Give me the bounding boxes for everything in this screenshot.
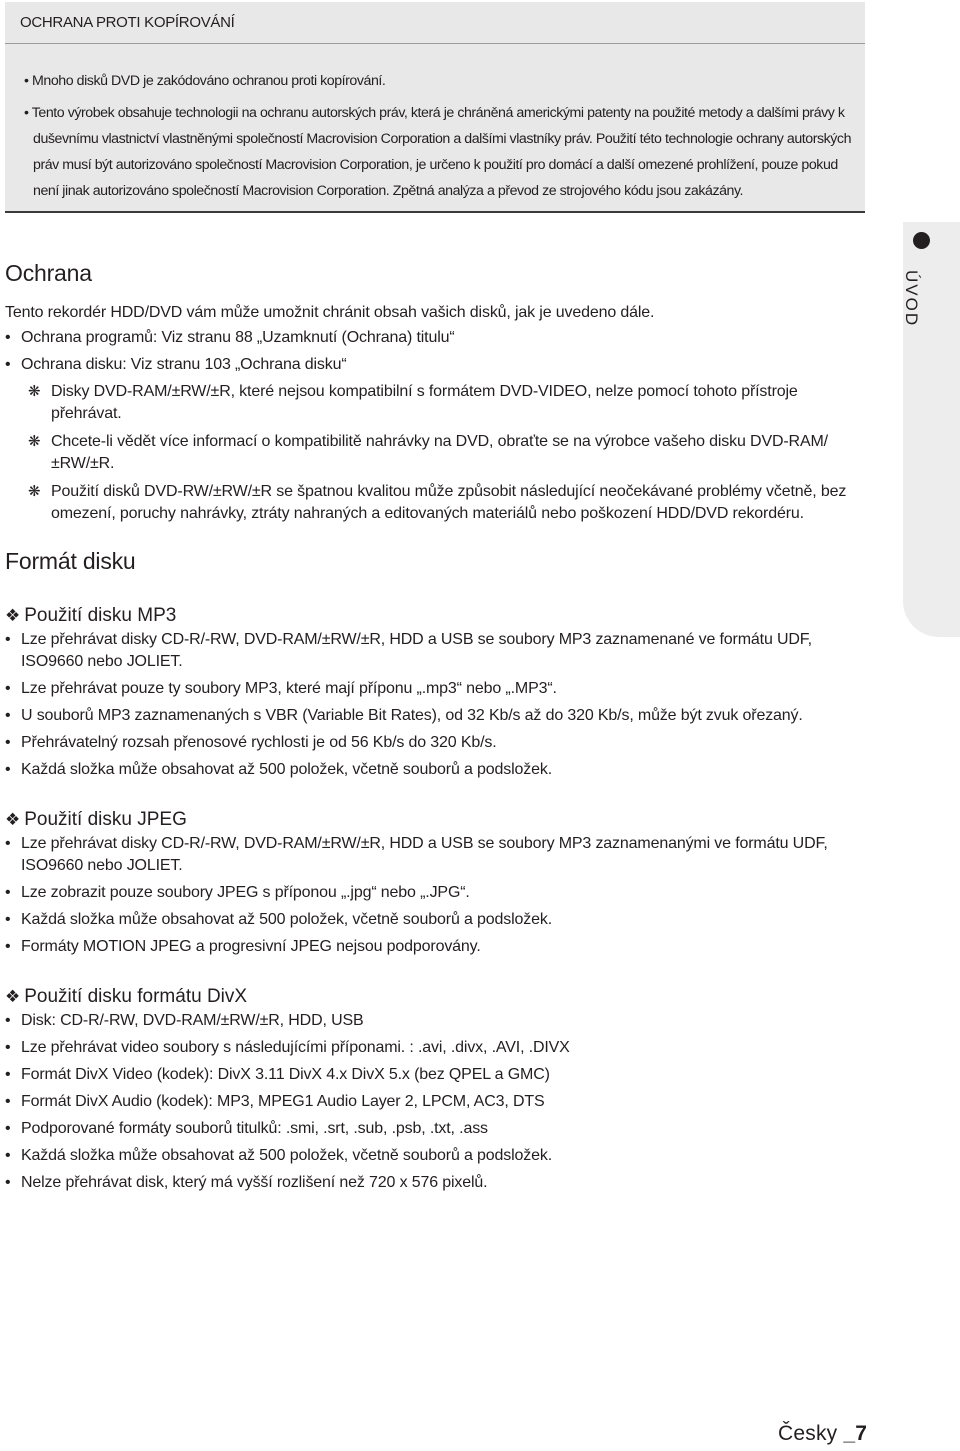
bullet: •: [24, 105, 29, 121]
list-item: • Tento výrobek obsahuje technologii na ochranu autorských práv, která je chráněná americkými patenty na použité metody a dalšími právy k duševnímu vlastnictví vlastněnými společností Macrovision Corporation a dalšími vlastníky práv. Použití této technologie ochrany autorských práv musí být autorizováno společností Macrovision Corporation, je určeno k použití pro domácí a další omezené prohlížení, pouze pokud není jinak autorizováno společností Macrovision Corporation. Zpětná analýza a převod ze strojového kódu jsou zakázány.: [24, 105, 852, 199]
list-item: • Lze přehrávat disky CD-R/-RW, DVD-RAM/±RW/±R, HDD a USB se soubory MP3 zaznamenanými ve formátu UDF, ISO9660 nebo JOLIET.: [5, 835, 828, 874]
list-item: • Každá složka může obsahovat až 500 položek, včetně souborů a podsložek.: [5, 909, 865, 931]
subsection-title-divx: ❖ Použití disku formátu DivX: [5, 986, 248, 1007]
bullet: •: [5, 1120, 11, 1137]
bullet: •: [5, 1012, 11, 1029]
ochrana-bullets: [5, 327, 865, 376]
bullet: •: [5, 329, 11, 346]
bullet: •: [5, 1174, 11, 1191]
copy-protection-box: [5, 2, 865, 213]
note-icon: ❋: [28, 433, 41, 450]
list-item: • Disk: CD-R/-RW, DVD-RAM/±RW/±R, HDD, USB: [5, 1010, 865, 1032]
mp3-list: [5, 629, 865, 781]
bullet: •: [5, 761, 11, 778]
bullet: •: [5, 707, 11, 724]
bullet: •: [5, 631, 11, 648]
diamond-icon: ❖: [5, 810, 21, 829]
ochrana-intro: Tento rekordér HDD/DVD vám může umožnit chránit obsah vašich disků, jak je uvedeno dále.: [5, 304, 655, 321]
page-number: _7: [843, 1422, 868, 1445]
bullet: •: [5, 1039, 11, 1056]
list-item: • Lze přehrávat video soubory s následujícími příponami. : .avi, .divx, .AVI, .DIVX: [5, 1037, 865, 1059]
list-item: • Lze přehrávat disky CD-R/-RW, DVD-RAM/±RW/±R, HDD a USB se soubory MP3 zaznamenané ve formátu UDF, ISO9660 nebo JOLIET.: [5, 631, 812, 670]
bullet: •: [5, 356, 11, 373]
list-item: • Přehrávatelný rozsah přenosové rychlosti je od 56 Kb/s do 320 Kb/s.: [5, 732, 865, 754]
diamond-icon: ❖: [5, 987, 21, 1006]
bullet: •: [5, 1093, 11, 1110]
section-title-format: Formát disku: [5, 548, 136, 574]
list-item: • Nelze přehrávat disk, který má vyšší rozlišení než 720 x 576 pixelů.: [5, 1172, 865, 1194]
bullet: •: [5, 884, 11, 901]
list-item: • Formát DivX Audio (kodek): MP3, MPEG1 Audio Layer 2, LPCM, AC3, DTS: [5, 1091, 865, 1113]
copy-protection-title: OCHRANA PROTI KOPÍROVÁNÍ: [5, 2, 865, 44]
list-item: • Podporované formáty souborů titulků: .smi, .srt, .sub, .psb, .txt, .ass: [5, 1118, 865, 1140]
list-item: • Mnoho disků DVD je zakódováno ochranou proti kopírování.: [24, 73, 386, 89]
bullet: •: [5, 1147, 11, 1164]
bullet: •: [5, 1066, 11, 1083]
section-title-ochrana: Ochrana: [5, 260, 92, 286]
ochrana-notes: [5, 381, 865, 525]
side-tab-label: ÚVOD: [902, 270, 921, 328]
list-item: • Ochrana programů: Viz stranu 88 „Uzamknutí (Ochrana) titulu“: [5, 327, 865, 349]
subsection-title-jpeg: ❖ Použití disku JPEG: [5, 809, 187, 830]
page-footer: [778, 1422, 867, 1446]
diamond-icon: ❖: [5, 606, 21, 625]
jpeg-list: [5, 833, 865, 958]
note-icon: ❋: [28, 483, 41, 500]
list-item: • Každá složka může obsahovat až 500 položek, včetně souborů a podsložek.: [5, 1145, 865, 1167]
bullet: •: [5, 938, 11, 955]
list-item: • Lze přehrávat pouze ty soubory MP3, které mají příponu „.mp3“ nebo „.MP3“.: [5, 678, 865, 700]
list-item: • Lze zobrazit pouze soubory JPEG s příponou „.jpg“ nebo „.JPG“.: [5, 882, 865, 904]
list-item: • Ochrana disku: Viz stranu 103 „Ochrana disku“: [5, 354, 865, 376]
list-item: • Formát DivX Video (kodek): DivX 3.11 DivX 4.x DivX 5.x (bez QPEL a GMC): [5, 1064, 865, 1086]
subsection-title-mp3: ❖ Použití disku MP3: [5, 605, 177, 626]
bullet: •: [5, 680, 11, 697]
list-item: • Každá složka může obsahovat až 500 položek, včetně souborů a podsložek.: [5, 759, 865, 781]
bullet: •: [24, 73, 29, 89]
copy-protection-list: [24, 68, 854, 204]
main-content: [5, 258, 865, 1194]
note-item: ❋ Použití disků DVD-RW/±RW/±R se špatnou kvalitou může způsobit následující neočekávané problémy včetně, bez omezení, poruchy nahrávky, ztráty nahraných a editovaných materiálů nebo poškození HDD/DVD rekordéru.: [28, 483, 847, 522]
divx-list: [5, 1010, 865, 1194]
bullet: •: [5, 911, 11, 928]
list-item: • U souborů MP3 zaznamenaných s VBR (Variable Bit Rates), od 32 Kb/s až do 320 Kb/s, může být zvuk ořezaný.: [5, 705, 865, 727]
note-item: ❋ Disky DVD-RAM/±RW/±R, které nejsou kompatibilní s formátem DVD-VIDEO, nelze pomocí tohoto přístroje přehrávat.: [28, 383, 798, 422]
footer-language: Česky: [778, 1422, 844, 1445]
list-item: • Formáty MOTION JPEG a progresivní JPEG nejsou podporovány.: [5, 936, 865, 958]
bullet: •: [5, 734, 11, 751]
bullet: •: [5, 835, 11, 852]
side-tab-dot-icon: [913, 232, 930, 249]
note-item: ❋ Chcete-li vědět více informací o kompatibilitě nahrávky na DVD, obraťte se na výrobce vašeho disku DVD-RAM/±RW/±R.: [28, 433, 828, 472]
note-icon: ❋: [28, 383, 41, 400]
